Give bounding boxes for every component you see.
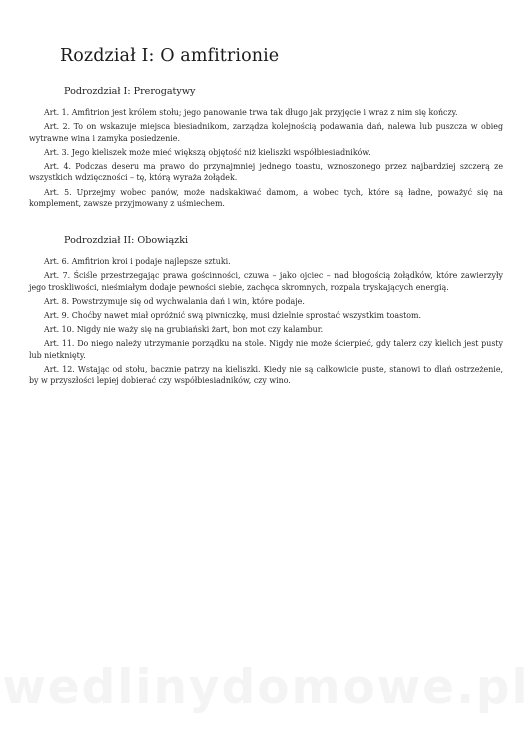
article-list	[29, 107, 503, 210]
article-5: Art. 5. Uprzejmy wobec panów, może nadskakiwać damom, a wobec tych, które są ładne, poważyć się na komplement, zawsze przyjmowany z uśmiechem.	[29, 187, 503, 209]
watermark: wedlinydomowe.pl	[2, 660, 530, 715]
article-9: Art. 9. Choćby nawet miał opróżnić swą piwniczkę, musi dzielnie sprostać wszystkim toastom.	[44, 310, 422, 320]
subchapter-prerogatives	[29, 85, 503, 212]
subchapter-duties	[29, 234, 503, 389]
article-6: Art. 6. Amfitrion kroi i podaje najlepsze sztuki.	[44, 257, 231, 266]
article-2: Art. 2. To on wskazuje miejsca biesiadnikom, zarządza kolejnością podawania dań, nalewa lub puszcza w obieg wytrawne wina i zamyka posiedzenie.	[29, 122, 503, 143]
article-7: Art. 7. Ściśle przestrzegając prawa gościnności, czuwa – jako ojciec – nad błogością żołądków, które zawierzyły jego troskliwości, nieśmiałym dodaje pewności siebie, zachęca skromnych, rozpala tryskających energią.	[29, 271, 503, 292]
chapter-title: Rozdział I: O amfitrionie	[60, 46, 280, 66]
article-12: Art. 12. Wstając od stołu, bacznie patrzy na kieliszki. Kiedy nie są całkowicie puste, stanowi to dlań ostrzeżenie, by w przyszłości lepiej dobierać czy współbiesiadników, czy wino.	[29, 364, 503, 386]
subchapter-title: Podrozdział I: Prerogatywy	[64, 86, 196, 97]
article-8: Art. 8. Powstrzymuje się od wychwalania dań i win, które podaje.	[44, 296, 305, 306]
article-11: Art. 11. Do niego należy utrzymanie porządku na stole. Nigdy nie może ścierpieć, gdy talerz czy kielich jest pusty lub nietknięty.	[29, 339, 503, 360]
article-1: Art. 1. Amfitrion jest królem stołu; jego panowanie trwa tak długo jak przyjęcie i wraz z nim się kończy.	[44, 108, 458, 117]
article-3: Art. 3. Jego kieliszek może mieć większą objętość niż kieliszki współbiesiadników.	[44, 147, 371, 157]
article-10: Art. 10. Nigdy nie waży się na grubiański żart, bon mot czy kalambur.	[44, 324, 324, 334]
article-4: Art. 4. Podczas deseru ma prawo do przynajmniej jednego toastu, wznoszonego przez najbardziej szczerą ze wszystkich wdzięczności – tę, którą wyraża żołądek.	[29, 161, 503, 183]
article-list	[29, 256, 503, 387]
subchapter-title: Podrozdział II: Obowiązki	[64, 235, 189, 246]
